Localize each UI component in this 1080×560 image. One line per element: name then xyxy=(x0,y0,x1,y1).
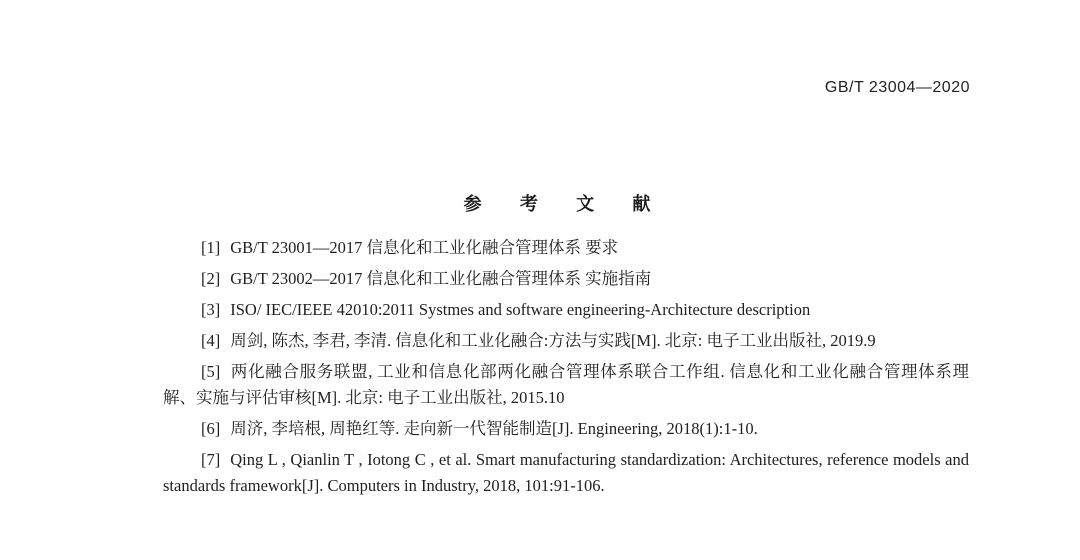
reference-item xyxy=(163,328,969,354)
reference-text: 周济, 李培根, 周艳红等. 走向新一代智能制造[J]. Engineering, 2018(1):1-10. xyxy=(230,419,758,438)
reference-item xyxy=(163,447,969,499)
reference-number: [2] xyxy=(201,269,221,288)
reference-item xyxy=(163,235,969,261)
section-title: 参 考 文 献 xyxy=(463,194,667,215)
reference-text: GB/T 23002—2017 信息化和工业化融合管理体系 实施指南 xyxy=(230,269,652,288)
reference-number: [5] xyxy=(201,362,221,381)
reference-item xyxy=(163,297,969,323)
reference-text: Qing L , Qianlin T , Iotong C , et al. Smart manufacturing standardization: Architectures, reference models and standards framework[J]. Computers in Industry, 2018, 101:91-106. xyxy=(163,450,969,495)
reference-number: [1] xyxy=(201,238,221,257)
reference-text: 周剑, 陈杰, 李君, 李清. 信息化和工业化融合:方法与实践[M]. 北京: 电子工业出版社, 2019.9 xyxy=(230,331,876,350)
reference-item xyxy=(163,359,969,411)
reference-number: [7] xyxy=(201,450,221,469)
reference-number: [4] xyxy=(201,331,221,350)
reference-text: ISO/ IEC/IEEE 42010:2011 Systmes and software engineering-Architecture description xyxy=(230,300,811,319)
reference-list xyxy=(163,235,969,504)
reference-number: [3] xyxy=(201,300,221,319)
reference-number: [6] xyxy=(201,419,221,438)
reference-text: 两化融合服务联盟, 工业和信息化部两化融合管理体系联合工作组. 信息化和工业化融合管理体系理解、实施与评估审核[M]. 北京: 电子工业出版社, 2015.10 xyxy=(163,362,969,407)
reference-text: GB/T 23001—2017 信息化和工业化融合管理体系 要求 xyxy=(230,238,619,257)
reference-item xyxy=(163,266,969,292)
reference-item xyxy=(163,416,969,442)
standard-code: GB/T 23004—2020 xyxy=(824,79,970,96)
